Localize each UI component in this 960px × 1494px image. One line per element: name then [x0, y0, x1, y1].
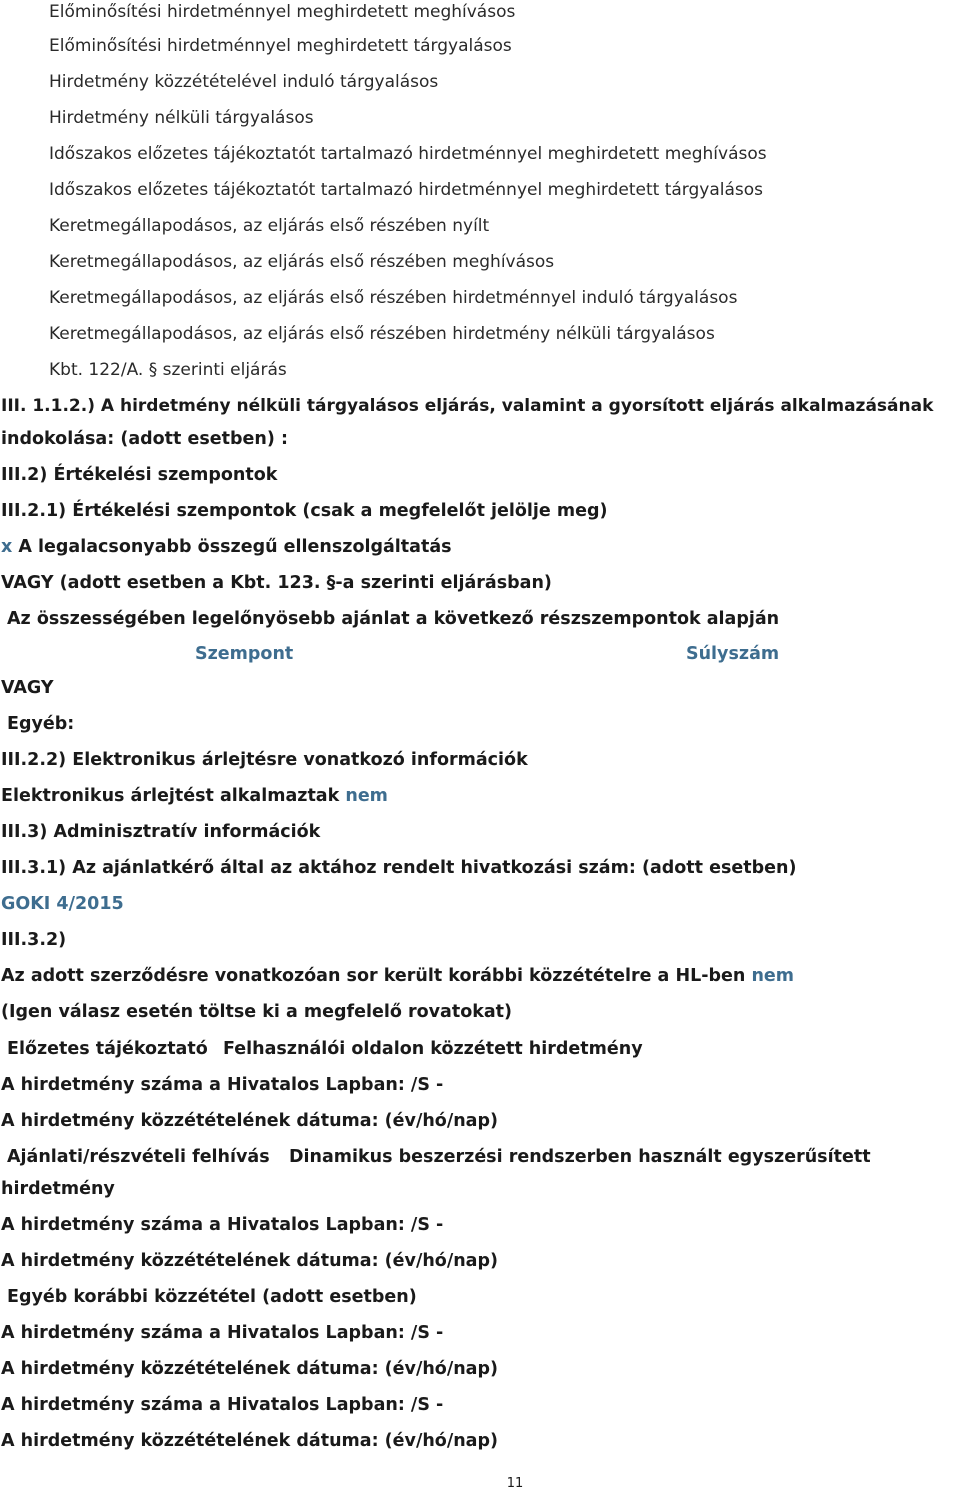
buyer-profile-label: Felhasználói oldalon közzétett hirdetmény — [223, 1039, 643, 1059]
section-iii-2-heading: III.2) Értékelési szempontok — [1, 465, 278, 485]
procedure-type-3: Hirdetmény nélküli tárgyalásos — [49, 108, 314, 128]
criterion-column-header: Szempont — [195, 644, 294, 664]
notice-number-label-3: A hirdetmény száma a Hivatalos Lapban: /S - — [1, 1323, 444, 1343]
procedure-type-0: Előminősítési hirdetménnyel meghirdetett meghívásos — [49, 2, 516, 22]
section-iii-1-1-2-line1: III. 1.1.2.) A hirdetmény nélküli tárgyalásos eljárás, valamint a gyorsított eljárás alkalmazásának — [1, 396, 934, 416]
procedure-type-2: Hirdetmény közzétételével induló tárgyalásos — [49, 72, 439, 92]
other-prior-publication-label: Egyéb korábbi közzététel (adott esetben) — [7, 1287, 417, 1307]
section-iii-3-1-heading: III.3.1) Az ajánlatkérő által az aktához rendelt hivatkozási szám: (adott esetben) — [1, 858, 797, 878]
section-iii-2-1-heading: III.2.1) Értékelési szempontok (csak a megfelelőt jelölje meg) — [1, 501, 608, 521]
notice-date-label-4: A hirdetmény közzétételének dátuma: (év/hó/nap) — [1, 1431, 498, 1451]
prior-publication-hint: (Igen válasz esetén töltse ki a megfelelő rovatokat) — [1, 1002, 513, 1022]
section-iii-2-2-heading: III.2.2) Elektronikus árlejtésre vonatkozó információk — [1, 750, 528, 770]
procedure-type-4: Időszakos előzetes tájékoztatót tartalmazó hirdetménnyel meghirdetett meghívásos — [49, 144, 767, 164]
lowest-price-row — [1, 535, 452, 559]
section-iii-3-2-heading: III.3.2) — [1, 930, 67, 950]
best-value-label: Az összességében legelőnyösebb ajánlat a következő részszempontok alapján — [7, 609, 780, 629]
prior-publication-value: nem — [751, 966, 795, 986]
dps-label-line2: hirdetmény — [1, 1179, 115, 1199]
notice-date-label-3: A hirdetmény közzétételének dátuma: (év/hó/nap) — [1, 1359, 498, 1379]
procedure-type-7: Keretmegállapodásos, az eljárás első részében meghívásos — [49, 252, 555, 272]
reference-number-value: GOKI 4/2015 — [1, 894, 124, 914]
procedure-type-1: Előminősítési hirdetménnyel meghirdetett tárgyalásos — [49, 36, 512, 56]
notice-number-label-1: A hirdetmény száma a Hivatalos Lapban: /S - — [1, 1075, 444, 1095]
procedure-type-8: Keretmegállapodásos, az eljárás első részében hirdetménnyel induló tárgyalásos — [49, 288, 738, 308]
e-auction-label: Elektronikus árlejtést alkalmaztak — [1, 786, 340, 806]
or-label: VAGY — [1, 678, 54, 698]
or-adott-esetben: VAGY (adott esetben a Kbt. 123. §-a szerinti eljárásban) — [1, 573, 552, 593]
procedure-type-5: Időszakos előzetes tájékoztatót tartalmazó hirdetménnyel meghirdetett tárgyalásos — [49, 180, 764, 200]
weight-column-header: Súlyszám — [686, 644, 780, 664]
procedure-type-9: Keretmegállapodásos, az eljárás első részében hirdetmény nélküli tárgyalásos — [49, 324, 715, 344]
notice-date-label-2: A hirdetmény közzétételének dátuma: (év/hó/nap) — [1, 1251, 498, 1271]
prior-publication-row — [1, 964, 794, 988]
notice-date-label-1: A hirdetmény közzétételének dátuma: (év/hó/nap) — [1, 1111, 498, 1131]
page-number: 11 — [506, 1476, 524, 1491]
other-criterion-label: Egyéb: — [7, 714, 75, 734]
call-for-tender-label: Ajánlati/részvételi felhívás — [7, 1147, 270, 1167]
notice-number-label-2: A hirdetmény száma a Hivatalos Lapban: /S - — [1, 1215, 444, 1235]
procedure-type-10: Kbt. 122/A. § szerinti eljárás — [49, 360, 287, 380]
notice-number-label-4: A hirdetmény száma a Hivatalos Lapban: /S - — [1, 1395, 444, 1415]
dps-label-line1: Dinamikus beszerzési rendszerben használt egyszerűsített — [289, 1147, 871, 1167]
prior-publication-label: Az adott szerződésre vonatkozóan sor került korábbi közzétételre a HL-ben — [1, 966, 746, 986]
lowest-price-label: A legalacsonyabb összegű ellenszolgáltatás — [18, 537, 452, 557]
section-iii-1-1-2-line2: indokolása: (adott esetben) : — [1, 429, 288, 449]
section-iii-3-heading: III.3) Adminisztratív információk — [1, 822, 321, 842]
selected-mark: x — [1, 537, 13, 557]
e-auction-row — [1, 784, 388, 808]
procedure-type-6: Keretmegállapodásos, az eljárás első részében nyílt — [49, 216, 490, 236]
e-auction-value: nem — [345, 786, 388, 806]
pin-label: Előzetes tájékoztató — [7, 1039, 208, 1059]
